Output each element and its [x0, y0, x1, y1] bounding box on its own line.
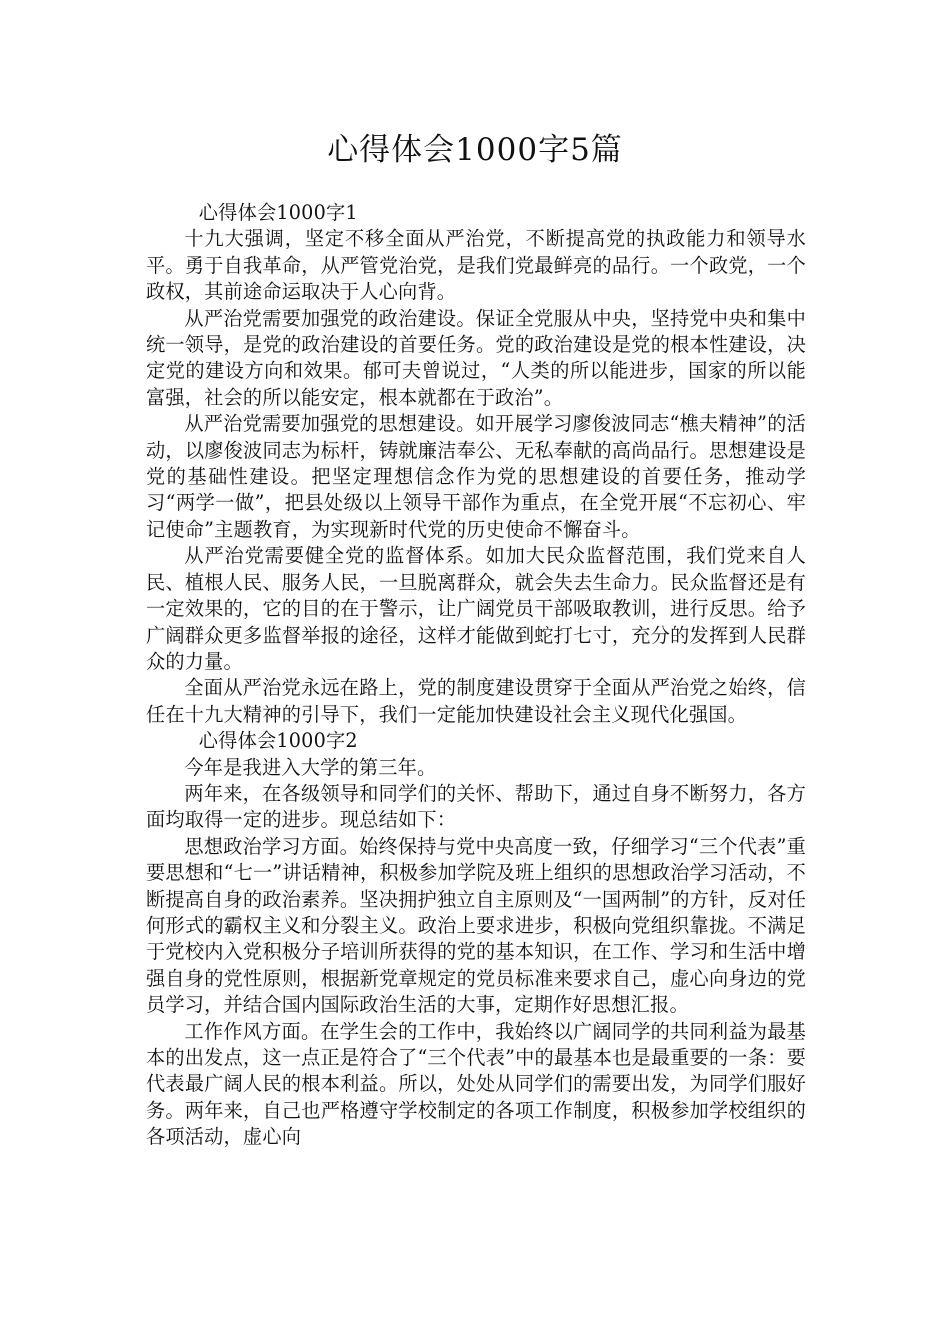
paragraph: 今年是我进入大学的第三年。 — [184, 755, 437, 779]
paragraph: 十九大强调，坚定不移全面从严治党，不断提高党的执政能力和领导水平。勇于自我革命，从严管党治党，是我们党最鲜亮的品行。一个政党，一个政权，其前途命运取决于人心向背。 — [146, 227, 806, 304]
document-title: 心得体会1000字5篇 — [327, 132, 623, 168]
paragraph: 全面从严治党永远在路上，党的制度建设贯穿于全面从严治党之始终，信任在十九大精神的引导下，我们一定能加快建设社会主义现代化强国。 — [146, 676, 806, 726]
paragraph: 从严治党需要加强党的政治建设。保证全党服从中央，坚持党中央和集中统一领导，是党的政治建设的首要任务。党的政治建设是党的根本性建设，决定党的建设方向和效果。郁可夫曾说过，“人类的所以能进步，国家的所以能富强，社会的所以能安定，根本就都在于政治”。 — [146, 306, 806, 409]
paragraph: 从严治党需要加强党的思想建设。如开展学习廖俊波同志“樵夫精神”的活动，以廖俊波同志为标杆，铸就廉洁奉公、无私奉献的高尚品行。思想建设是党的基础性建设。把坚定理想信念作为党的思想建设的首要任务，推动学习“两学一做”，把县处级以上领导干部作为重点，在全党开展“不忘初心、牢记使命”主题教育，为实现新时代党的历史使命不懈奋斗。 — [146, 412, 806, 541]
paragraph: 工作作风方面。在学生会的工作中，我始终以广阔同学的共同利益为最基本的出发点，这一点正是符合了“三个代表”中的最基本也是最重要的一条：要代表最广阔人民的根本利益。所以，处处从同学们的需要出发，为同学们服好务。两年来，自己也严格遵守学校制定的各项工作制度，积极参加学校组织的各项活动，虚心向 — [146, 1019, 806, 1149]
document-body — [146, 200, 806, 1151]
paragraph: 思想政治学习方面。始终保持与党中央高度一致，仔细学习“三个代表”重要思想和“七一”讲话精神，积极参加学院及班上组织的思想政治学习活动，不断提高自身的政治素养。坚决拥护独立自主原则及“一国两制”的方针，反对任何形式的霸权主义和分裂主义。政治上要求进步，积极向党组织靠拢。不满足于党校内入党积极分子培训所获得的党的基本知识，在工作、学习和生活中增强自身的党性原则，根据新党章规定的党员标准来要求自己，虚心向身边的党员学习，并结合国内国际政治生活的大事，定期作好思想汇报。 — [146, 834, 806, 1017]
paragraph: 从严治党需要健全党的监督体系。如加大民众监督范围，我们党来自人民、植根人民、服务人民，一旦脱离群众，就会失去生命力。民众监督还是有一定效果的，它的目的在于警示，让广阔党员干部吸取教训，进行反思。给予广阔群众更多监督举报的途径，这样才能做到蛇打七寸，充分的发挥到人民群众的力量。 — [146, 544, 806, 673]
section-heading-1: 心得体会1000字1 — [198, 201, 358, 224]
section-heading-2: 心得体会1000字2 — [198, 729, 358, 753]
paragraph: 两年来，在各级领导和同学们的关怀、帮助下，通过自身不断努力，各方面均取得一定的进步。现总结如下： — [146, 781, 806, 832]
